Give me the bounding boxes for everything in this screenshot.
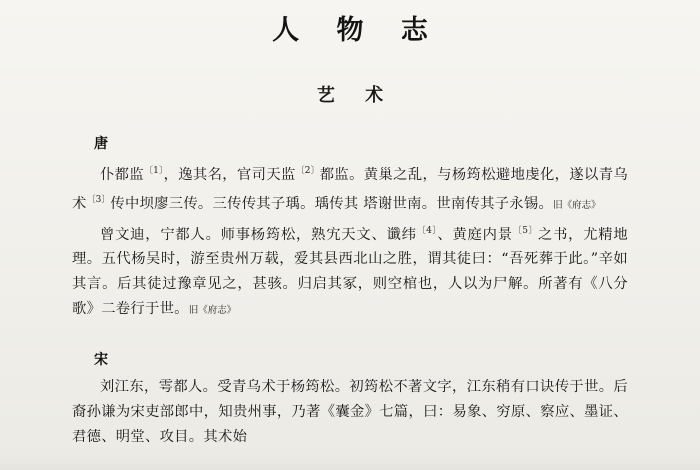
paragraph-liu-jiangdong: 刘江东，雩都人。受青乌术于杨筠松。初筠松不著文字，江东稍有口诀传于世。后裔孙谦为宋吏部郎中，知贵州事，乃著《囊金》七篇，曰：易象、穷原、察应、墨证、君德、明堂、攻目。其术始 — [72, 379, 628, 446]
paragraph-text: 仆都监 — [100, 166, 145, 183]
footnote-marker: 〔4〕 — [416, 225, 438, 236]
source-citation: 旧《府志》 — [188, 305, 237, 317]
footnote-marker: 〔2〕 — [295, 166, 320, 176]
paragraph-text: 曾文迪，宁都人。师事杨筠松，熟宄天文、谶纬 — [100, 226, 417, 243]
paragraph-text: 之书，尤精地理。五代杨吴时，游至贵州万载，爱其县西北山之胜，谓其徒曰：“吾死葬于此。”辛如其言。后其徒过豫章见之，甚骇。归启其冢，则空棺也，人以为尸解。所著有《八分歌》二卷行于世。 — [72, 226, 628, 318]
dynasty-heading-song: 宋 — [94, 352, 108, 369]
paragraph-text: 传中坝廖三传。三传传其子瑀。瑀传其 塔谢世南。世南传其子永锡。 — [110, 195, 554, 212]
footnote-marker: 〔1〕 — [144, 166, 164, 176]
source-citation: 旧《府志》 — [553, 199, 601, 211]
page-title: 人 物 志 — [272, 15, 442, 46]
footnote-marker: 〔5〕 — [512, 225, 538, 236]
paragraph-zeng-wenchi — [72, 219, 628, 324]
footnote-marker: 〔3〕 — [86, 194, 111, 205]
dynasty-heading-tang: 唐 — [94, 136, 108, 152]
paragraph-bu-dujian — [72, 159, 628, 218]
paragraph-text: ，逸其名，官司天监 — [163, 166, 296, 183]
paragraph-text: 都监。黄巢之乱，与杨筠松避地虔化，遂以青乌术 — [72, 166, 628, 212]
section-title: 艺 术 — [316, 85, 396, 106]
page-bottom-fade — [0, 454, 700, 470]
paragraph-text: 、黄庭内景 — [437, 226, 513, 243]
